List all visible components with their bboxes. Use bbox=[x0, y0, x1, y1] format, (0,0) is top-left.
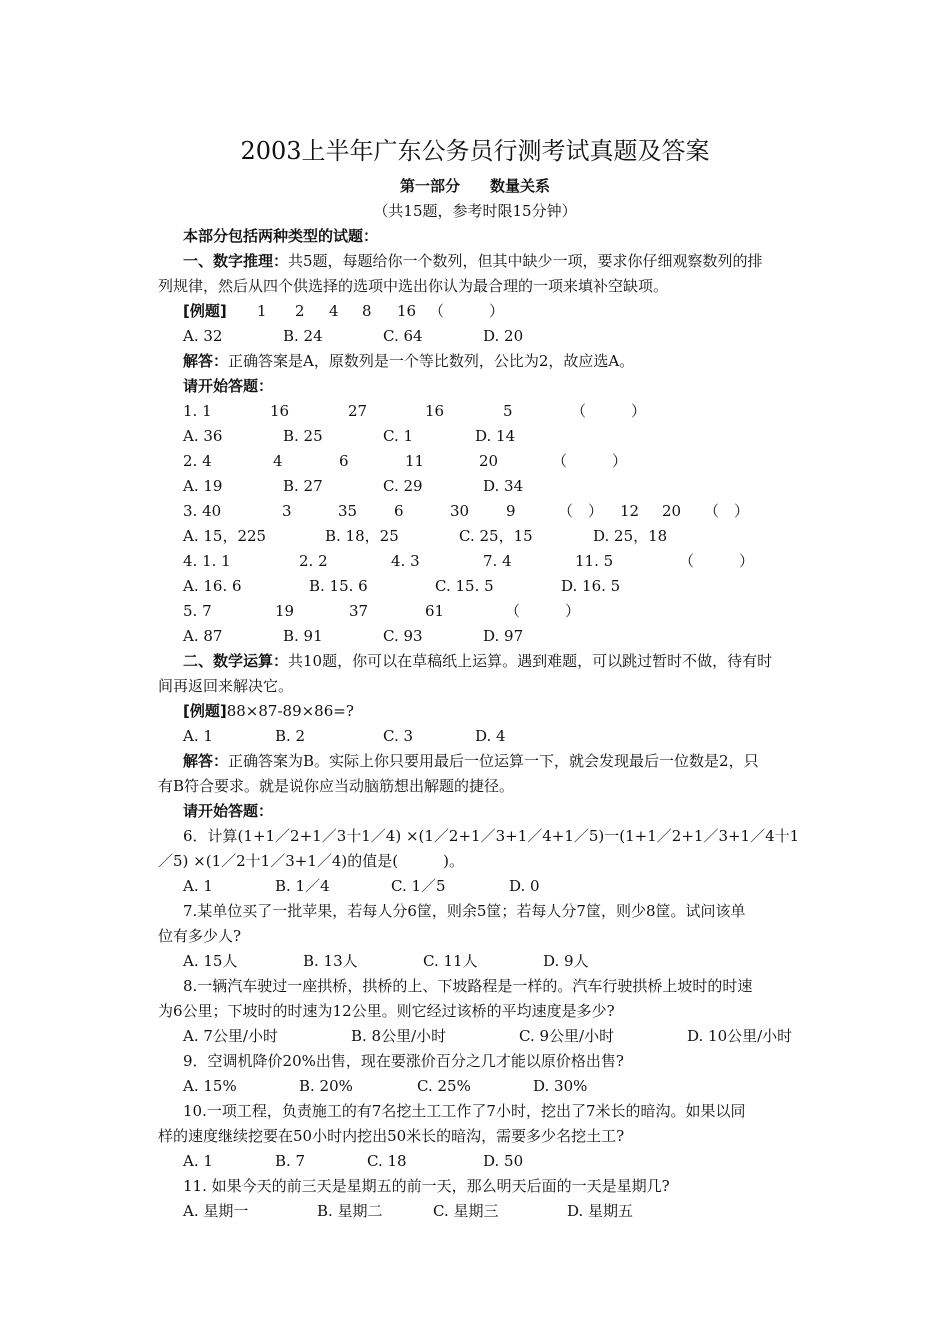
option: C. 64 bbox=[383, 327, 423, 345]
question-5-sequence bbox=[183, 599, 580, 624]
option: B. 27 bbox=[283, 477, 323, 495]
seq-item: 27 bbox=[348, 402, 368, 420]
seq-item: 1. 1 bbox=[183, 402, 212, 420]
option: D. 25，18 bbox=[593, 527, 668, 545]
question-11-options bbox=[183, 1199, 633, 1224]
seq-item: 4. 3 bbox=[391, 552, 420, 570]
question-6-options bbox=[183, 874, 540, 899]
seq-blank: （ ） bbox=[552, 452, 628, 470]
option: A. 1 bbox=[183, 877, 213, 895]
seq-item: 12 bbox=[620, 502, 640, 520]
seq-blank: （ ） bbox=[679, 552, 755, 570]
option: B. 25 bbox=[283, 427, 323, 445]
section2-text-line1: 共10题，你可以在草稿纸上运算。遇到难题，可以跳过暂时不做，待有时 bbox=[288, 652, 773, 670]
example-seq-item: 1 bbox=[257, 302, 267, 320]
section1-start: 请开始答题： bbox=[183, 377, 274, 395]
option: C. 1 bbox=[383, 427, 414, 445]
seq-item: 3. 40 bbox=[183, 502, 222, 520]
option: B. 2 bbox=[275, 727, 306, 745]
question-1-options bbox=[183, 424, 515, 449]
section1-answer bbox=[183, 349, 634, 374]
example-seq-item: 4 bbox=[329, 302, 339, 320]
question-3-options bbox=[183, 524, 667, 549]
seq-item: 5. 7 bbox=[183, 602, 212, 620]
option: D. 30% bbox=[533, 1077, 588, 1095]
example-seq-item: 2 bbox=[295, 302, 305, 320]
question-7-options bbox=[183, 949, 589, 974]
seq-blank: （ ） bbox=[505, 602, 581, 620]
option: D. 0 bbox=[509, 877, 540, 895]
question-8-line1: 8.一辆汽车驶过一座拱桥，拱桥的上、下坡路程是一样的。汽车行驶拱桥上坡时的时速 bbox=[183, 977, 753, 995]
option: A. 星期一 bbox=[183, 1202, 249, 1220]
seq-item: 20 bbox=[479, 452, 499, 470]
question-8-line2: 为6公里；下坡时的时速为12公里。则它经过该桥的平均速度是多少? bbox=[158, 1002, 615, 1020]
option: D. 星期五 bbox=[567, 1202, 634, 1220]
question-9-options bbox=[183, 1074, 587, 1099]
seq-item: 11. 5 bbox=[575, 552, 614, 570]
question-5-options bbox=[183, 624, 523, 649]
option: A. 87 bbox=[183, 627, 223, 645]
section2-text-line2: 间再返回来解决它。 bbox=[158, 677, 294, 695]
seq-item: 4. 1. 1 bbox=[183, 552, 231, 570]
seq-item: 37 bbox=[349, 602, 369, 620]
option: A. 15人 bbox=[183, 952, 238, 970]
option: C. 25% bbox=[417, 1077, 471, 1095]
option: D. 10公里/小时 bbox=[687, 1027, 793, 1045]
seq-item: 11 bbox=[405, 452, 425, 470]
example-seq-item: 8 bbox=[362, 302, 372, 320]
question-4-sequence bbox=[183, 549, 754, 574]
option: C. 9公里/小时 bbox=[519, 1027, 615, 1045]
option: C. 25，15 bbox=[459, 527, 533, 545]
seq-item: 6 bbox=[394, 502, 404, 520]
document-title: 2003上半年广东公务员行测考试真题及答案 bbox=[240, 137, 710, 165]
seq-item: 19 bbox=[275, 602, 295, 620]
question-2-sequence bbox=[183, 449, 627, 474]
option: B. 1／4 bbox=[275, 877, 330, 895]
option: D. 4 bbox=[475, 727, 506, 745]
seq-item: 5 bbox=[503, 402, 513, 420]
question-8-options bbox=[183, 1024, 792, 1049]
seq-item: 20 bbox=[662, 502, 682, 520]
option: B. 24 bbox=[283, 327, 323, 345]
section1-label: 一、数字推理： bbox=[183, 252, 289, 270]
section1-text-line1: 共5题，每题给你一个数列，但其中缺少一项，要求你仔细观察数列的排 bbox=[288, 252, 763, 270]
question-9-line1: 9．空调机降价20%出售，现在要涨价百分之几才能以原价格出售? bbox=[183, 1052, 624, 1070]
option: A. 1 bbox=[183, 727, 213, 745]
seq-item: 16 bbox=[270, 402, 290, 420]
option: B. 星期二 bbox=[317, 1202, 383, 1220]
seq-item: 2. 4 bbox=[183, 452, 212, 470]
question-7-line2: 位有多少人? bbox=[158, 927, 242, 945]
option: A. 16. 6 bbox=[183, 577, 242, 595]
option: A. 1 bbox=[183, 1152, 213, 1170]
seq-item: 6 bbox=[339, 452, 349, 470]
example-seq-item: 16 bbox=[397, 302, 417, 320]
option: C. 1／5 bbox=[391, 877, 446, 895]
option: B. 13人 bbox=[303, 952, 358, 970]
option: B. 15. 6 bbox=[309, 577, 368, 595]
answer-text-line1: 正确答案为B。实际上你只要用最后一位运算一下，就会发现最后一位数是2，只 bbox=[228, 752, 759, 770]
question-11-line1: 11. 如果今天的前三天是星期五的前一天，那么明天后面的一天是星期几? bbox=[183, 1177, 670, 1195]
answer-text: 正确答案是A，原数列是一个等比数列，公比为2，故应选A。 bbox=[228, 352, 635, 370]
question-3-sequence bbox=[183, 499, 749, 524]
example-label: [例题] bbox=[183, 702, 227, 720]
example-label: [例题] bbox=[183, 302, 227, 320]
option: B. 8公里/小时 bbox=[351, 1027, 447, 1045]
option: A. 32 bbox=[183, 327, 223, 345]
seq-blank: （ ） bbox=[558, 502, 604, 520]
answer-label: 解答： bbox=[183, 352, 229, 370]
question-1-sequence bbox=[183, 399, 646, 424]
option: C. 15. 5 bbox=[435, 577, 494, 595]
section1-text-line2: 列规律，然后从四个供选择的选项中选出你认为最合理的一项来填补空缺项。 bbox=[158, 277, 669, 295]
question-10-line1: 10.一项工程，负责施工的有7名挖土工工作了7小时，挖出了7米长的暗沟。如果以同 bbox=[183, 1102, 746, 1120]
option: B. 18，25 bbox=[325, 527, 399, 545]
section1-description bbox=[183, 249, 763, 274]
question-10-line2: 样的速度继续挖要在50小时内挖出50米长的暗沟，需要多少名挖土工? bbox=[158, 1127, 625, 1145]
question-4-options bbox=[183, 574, 620, 599]
option: C. 18 bbox=[367, 1152, 407, 1170]
option: B. 91 bbox=[283, 627, 323, 645]
question-10-options bbox=[183, 1149, 523, 1174]
question-2-options bbox=[183, 474, 523, 499]
option: D. 97 bbox=[483, 627, 524, 645]
part-heading: 第一部分 数量关系 bbox=[399, 177, 550, 195]
option: A. 36 bbox=[183, 427, 223, 445]
seq-blank: （ ） bbox=[704, 502, 750, 520]
seq-item: 2. 2 bbox=[299, 552, 328, 570]
question-6-line2: ／5) ×(1／2十1／3+1／4)的值是( )。 bbox=[158, 852, 464, 870]
option: C. 3 bbox=[383, 727, 414, 745]
seq-item: 4 bbox=[273, 452, 283, 470]
section2-example bbox=[183, 699, 354, 724]
option: C. 星期三 bbox=[433, 1202, 499, 1220]
question-6-line1: 6．计算(1+1／2+1／3十1／4) ×(1／2+1／3+1／4+1／5)一(1+1／2+1／3+1／4十1 bbox=[183, 827, 800, 845]
example-blank: （ ） bbox=[429, 302, 505, 320]
option: B. 7 bbox=[275, 1152, 306, 1170]
option: C. 93 bbox=[383, 627, 423, 645]
section2-description bbox=[183, 649, 772, 674]
intro-text: 本部分包括两种类型的试题： bbox=[183, 227, 379, 245]
option: D. 34 bbox=[483, 477, 524, 495]
seq-item: 9 bbox=[506, 502, 516, 520]
seq-item: 30 bbox=[450, 502, 470, 520]
option: A. 19 bbox=[183, 477, 223, 495]
option: A. 15% bbox=[183, 1077, 237, 1095]
section2-answer bbox=[183, 749, 759, 774]
seq-item: 61 bbox=[425, 602, 445, 620]
seq-item: 7. 4 bbox=[483, 552, 512, 570]
option: A. 15，225 bbox=[183, 527, 267, 545]
option: D. 14 bbox=[475, 427, 516, 445]
option: D. 16. 5 bbox=[561, 577, 621, 595]
seq-item: 16 bbox=[425, 402, 445, 420]
part-note: （共15题，参考时限15分钟） bbox=[373, 202, 577, 220]
question-7-line1: 7.某单位买了一批苹果，若每人分6筐，则余5筐；若每人分7筐，则少8筐。试问该单 bbox=[183, 902, 746, 920]
option: A. 7公里/小时 bbox=[183, 1027, 278, 1045]
option: D. 50 bbox=[483, 1152, 524, 1170]
section2-example-options bbox=[183, 724, 506, 749]
seq-item: 35 bbox=[338, 502, 358, 520]
option: C. 11人 bbox=[423, 952, 478, 970]
option: B. 20% bbox=[299, 1077, 353, 1095]
section2-label: 二、数学运算： bbox=[183, 652, 289, 670]
seq-item: 3 bbox=[282, 502, 292, 520]
option: D. 20 bbox=[483, 327, 524, 345]
section1-example bbox=[183, 299, 504, 324]
seq-blank: （ ） bbox=[571, 402, 647, 420]
option: D. 9人 bbox=[543, 952, 589, 970]
section2-start: 请开始答题： bbox=[183, 802, 274, 820]
example-text: 88×87-89×86=? bbox=[226, 702, 354, 720]
section1-example-options bbox=[183, 324, 523, 349]
answer-label: 解答： bbox=[183, 752, 229, 770]
option: C. 29 bbox=[383, 477, 423, 495]
answer-text-line2: 有B符合要求。就是说你应当动脑筋想出解题的捷径。 bbox=[158, 777, 515, 795]
